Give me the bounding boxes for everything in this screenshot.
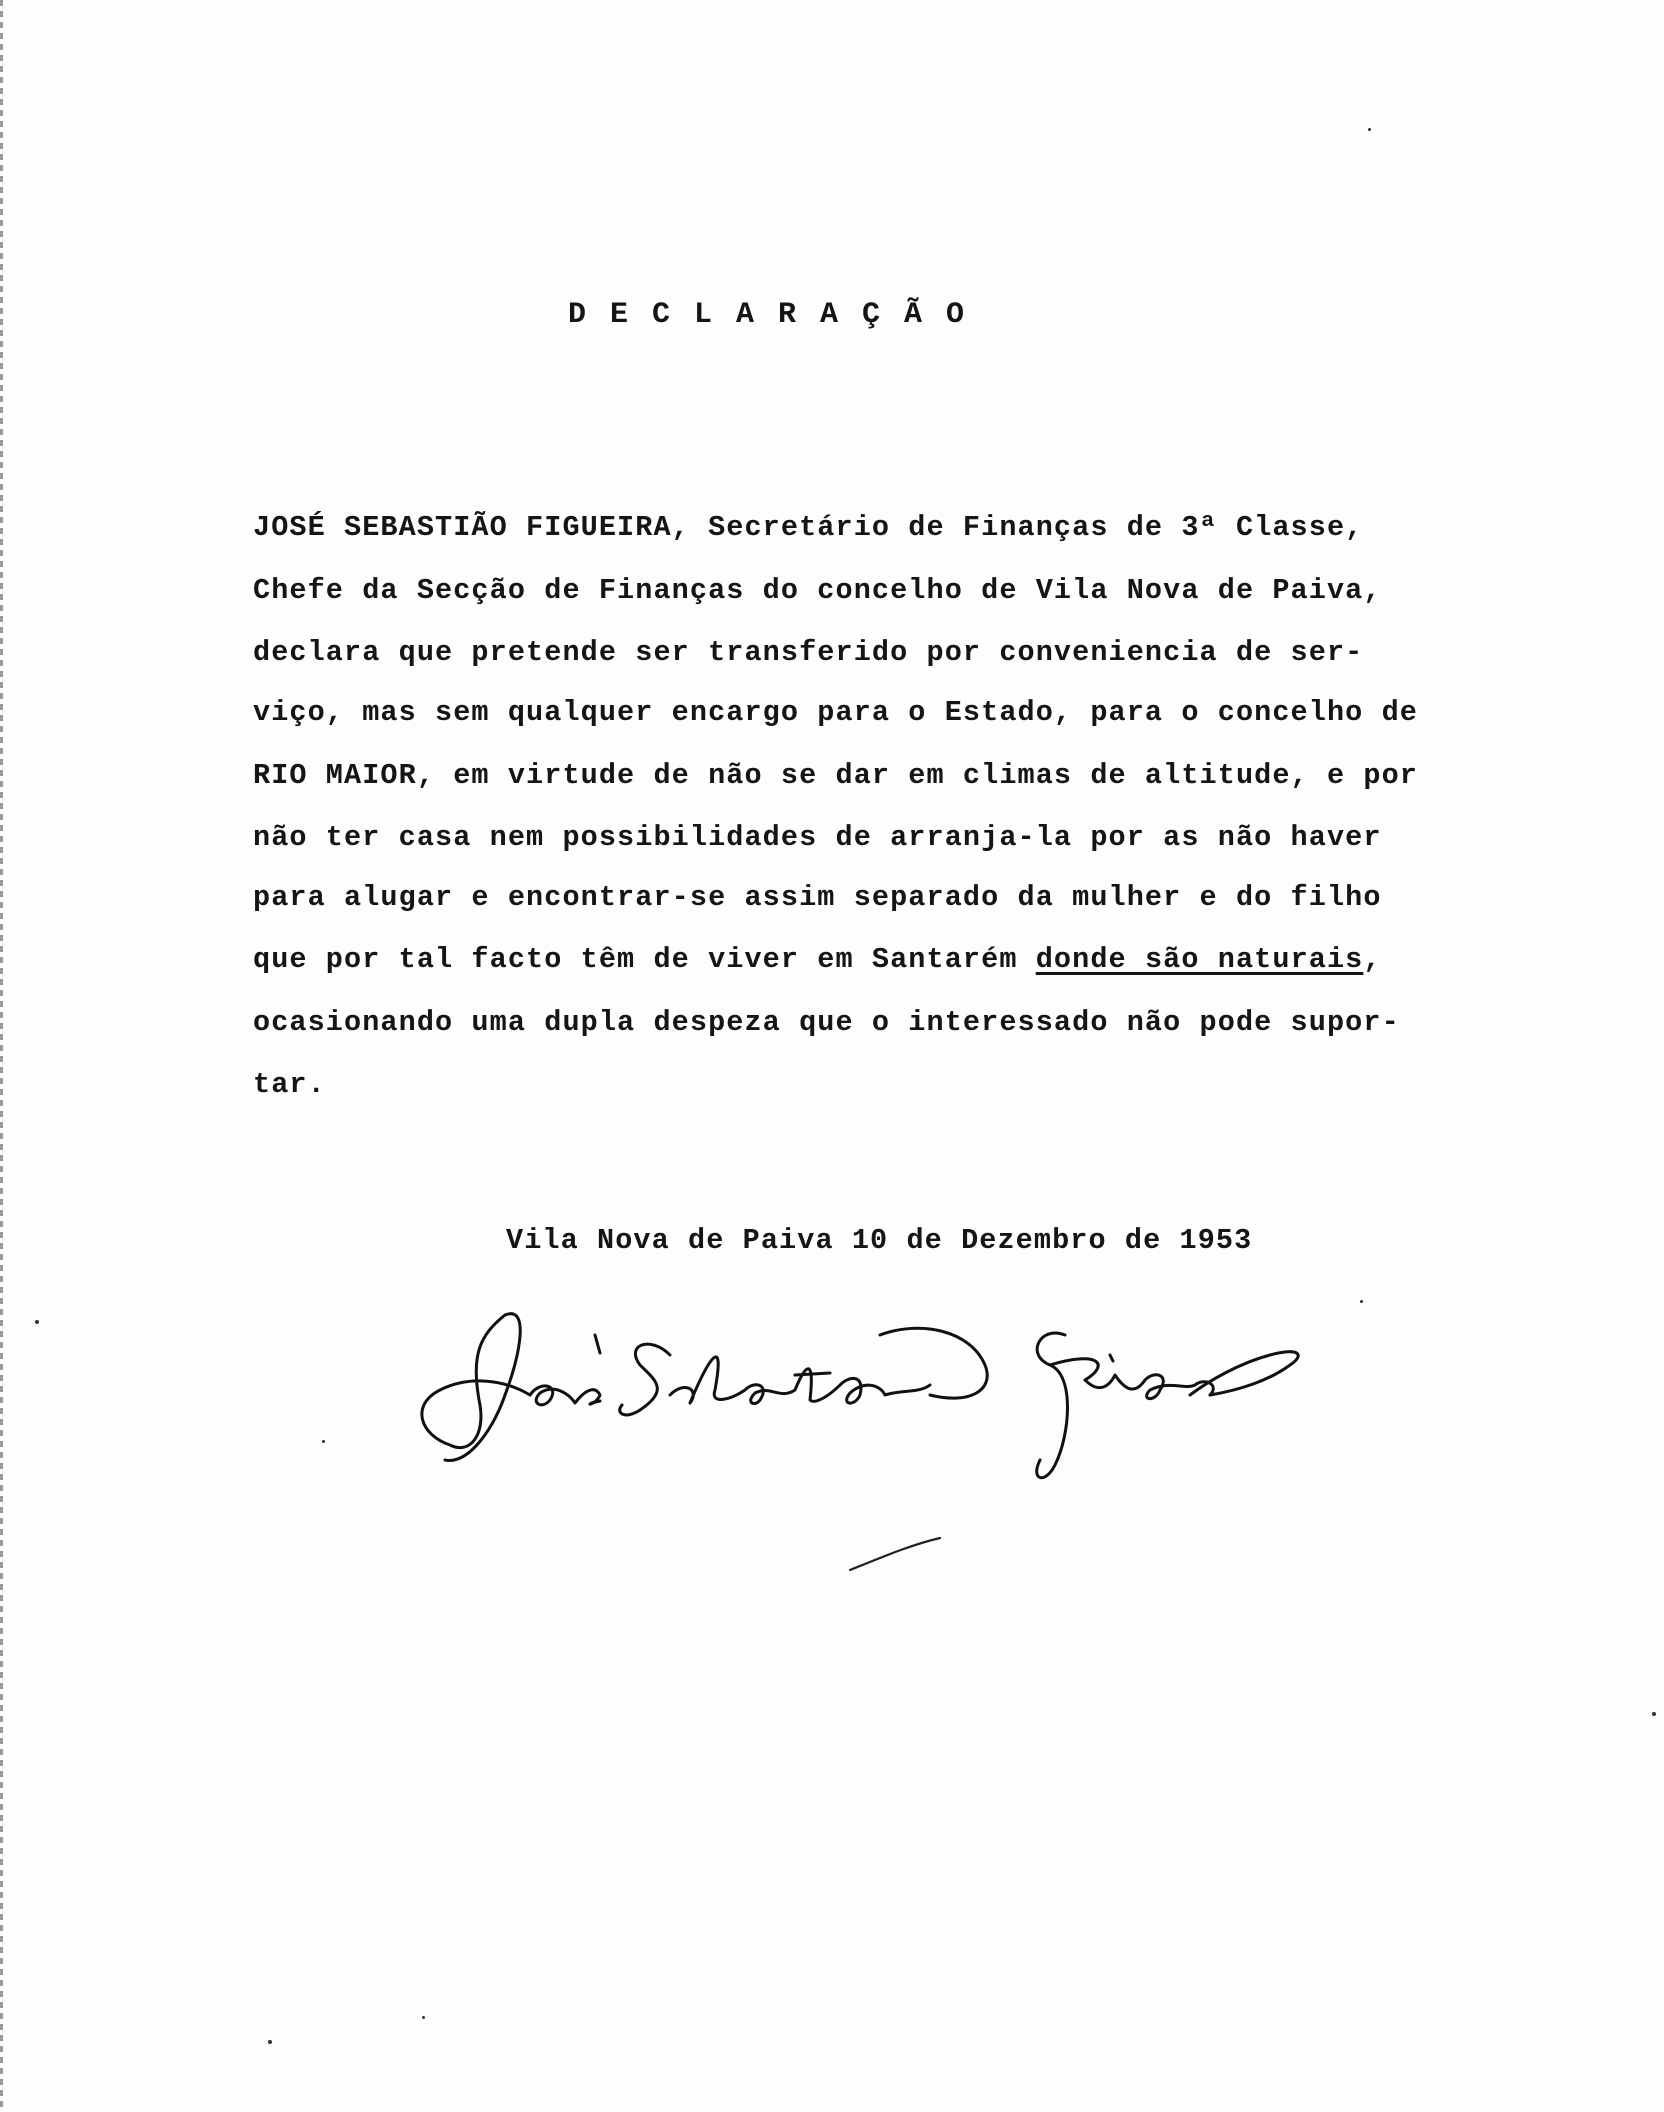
pen-stroke-mark [845,1530,945,1580]
underlined-phrase: donde são naturais [1035,943,1364,976]
place-date: Vila Nova de Paiva 10 de Dezembro de 1953 [506,1224,1253,1257]
body-line: viço, mas sem qualquer encargo para o Estado, para o concelho de [253,696,1418,729]
scan-speck [1360,1300,1363,1303]
scan-speck [268,2040,272,2044]
scan-speck [1368,128,1371,131]
scan-speck [422,2016,425,2019]
scan-speck [35,1320,39,1324]
body-line: tar. [253,1068,326,1101]
body-line-punctuation: , [1363,943,1382,976]
body-line: JOSÉ SEBASTIÃO FIGUEIRA, Secretário de Finanças de 3ª Classe, [253,511,1364,544]
body-line [253,942,1382,978]
body-line: RIO MAIOR, em virtude de não se dar em climas de altitude, e por [253,759,1418,792]
handwritten-signature [410,1295,1310,1505]
body-line: para alugar e encontrar-se assim separado da mulher e do filho [253,881,1382,914]
scan-speck [322,1440,325,1443]
body-line: Chefe da Secção de Finanças do concelho de Vila Nova de Paiva, [253,574,1382,607]
body-line: ocasionando uma dupla despeza que o interessado não pode supor- [253,1006,1400,1039]
body-line-text: que por tal facto têm de viver em Santarém [253,943,1036,976]
body-line: declara que pretende ser transferido por conveniencia de ser- [253,636,1364,669]
document-title: DECLARAÇÃO [568,298,989,332]
scan-speck [1652,1712,1656,1716]
body-line: não ter casa nem possibilidades de arranja-la por as não haver [253,821,1382,854]
scan-edge [0,0,3,2112]
